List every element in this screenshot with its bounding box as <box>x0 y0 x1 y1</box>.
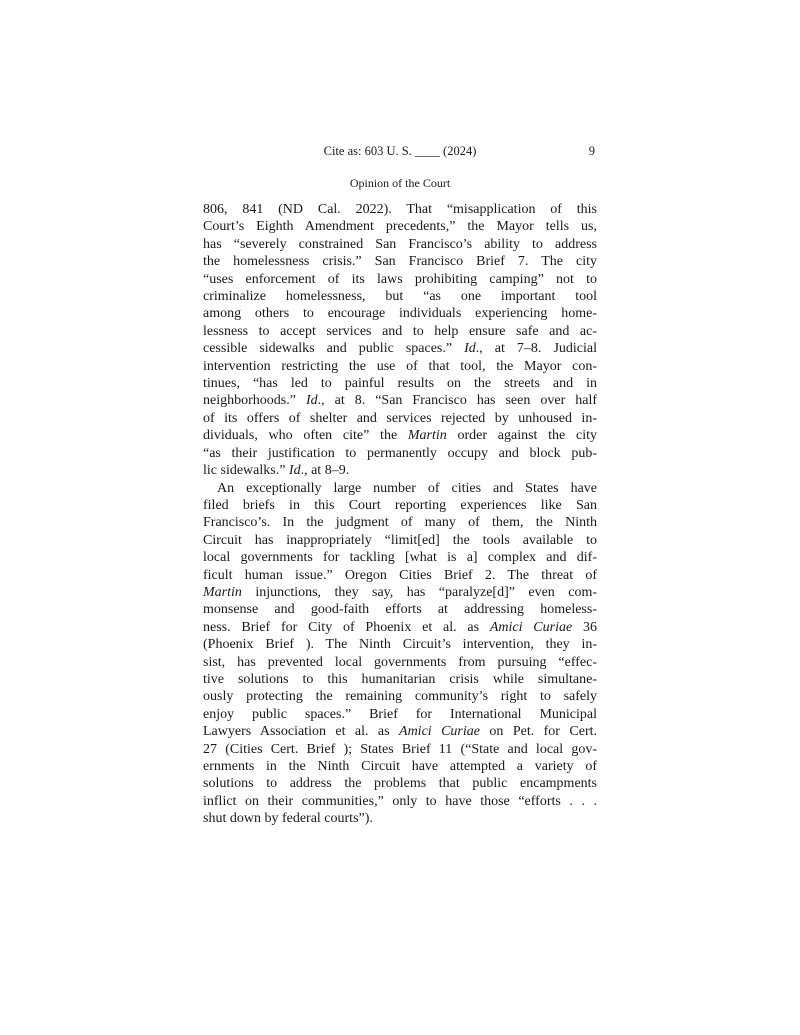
section-heading: Opinion of the Court <box>349 176 451 190</box>
text-line: monsense and good-faith efforts at addressing homeless- <box>203 602 597 618</box>
text-line: intervention restricting the use of that tool, the Mayor con- <box>203 358 597 374</box>
text-line: ficult human issue.” Oregon Cities Brief 2. The threat of <box>203 567 597 583</box>
text-line: of its offers of shelter and services rejected by unhoused in- <box>203 410 597 426</box>
text-line: criminalize homelessness, but “as one important tool <box>203 289 597 305</box>
text-line: solutions to address the problems that public encampments <box>203 776 597 792</box>
opinion-body <box>203 201 597 828</box>
text-line: neighborhoods.” Id., at 8. “San Francisco has seen over half <box>203 393 597 409</box>
text-line: Circuit has inappropriately “limit[ed] the tools available to <box>203 532 597 548</box>
text-line: (Phoenix Brief ). The Ninth Circuit’s intervention, they in- <box>203 637 597 653</box>
text-line: inflict on their communities,” only to have those “efforts . . . <box>203 793 597 809</box>
text-line: sist, has prevented local governments from pursuing “effec- <box>203 654 597 670</box>
text-line: the homelessness crisis.” San Francisco Brief 7. The city <box>203 254 597 270</box>
text-line: among others to encourage individuals experiencing home- <box>203 306 597 322</box>
text-line: lic sidewalks.” Id., at 8–9. <box>203 463 350 479</box>
text-line: dividuals, who often cite” the Martin order against the city <box>203 428 597 444</box>
text-line: local governments for tackling [what is a] complex and dif- <box>203 550 597 566</box>
text-line: ness. Brief for City of Phoenix et al. as Amici Curiae 36 <box>203 619 597 635</box>
text-line: tinues, “has led to painful results on the streets and in <box>203 376 597 392</box>
text-line: ernments in the Ninth Circuit have attempted a variety of <box>203 759 597 774</box>
text-line: Martin injunctions, they say, has “paralyze[d]” even com- <box>203 584 597 600</box>
text-line: Lawyers Association et al. as Amici Curiae on Pet. for Cert. <box>203 724 597 740</box>
text-line: Francisco’s. In the judgment of many of them, the Ninth <box>203 515 597 531</box>
text-line: tive solutions to this humanitarian crisis while simultane- <box>203 671 597 687</box>
text-line: 806, 841 (ND Cal. 2022). That “misapplication of this <box>203 202 597 217</box>
text-line: “as their justification to permanently occupy and block pub- <box>203 445 597 461</box>
text-line: An exceptionally large number of cities and States have <box>217 480 597 496</box>
text-line: has “severely constrained San Francisco’s ability to address <box>203 236 597 252</box>
text-line: filed briefs in this Court reporting experiences like San <box>203 497 597 513</box>
text-line: shut down by federal courts”). <box>203 811 373 827</box>
running-head: Cite as: 603 U. S. ____ (2024) <box>323 144 477 158</box>
text-line: “uses enforcement of its laws prohibiting camping” not to <box>203 271 597 287</box>
text-line: lessness to accept services and to help ensure safe and ac- <box>203 323 597 339</box>
page-header <box>203 144 597 159</box>
text-line: enjoy public spaces.” Brief for International Municipal <box>203 706 597 722</box>
text-line: ously protecting the remaining community’s right to safely <box>203 689 597 705</box>
page-number: 9 <box>588 144 595 158</box>
text-line: 27 (Cities Cert. Brief ); States Brief 11 (“State and local gov- <box>203 741 597 757</box>
text-line: Court’s Eighth Amendment precedents,” the Mayor tells us, <box>203 219 597 235</box>
text-line: cessible sidewalks and public spaces.” Id., at 7–8. Judicial <box>203 341 597 357</box>
